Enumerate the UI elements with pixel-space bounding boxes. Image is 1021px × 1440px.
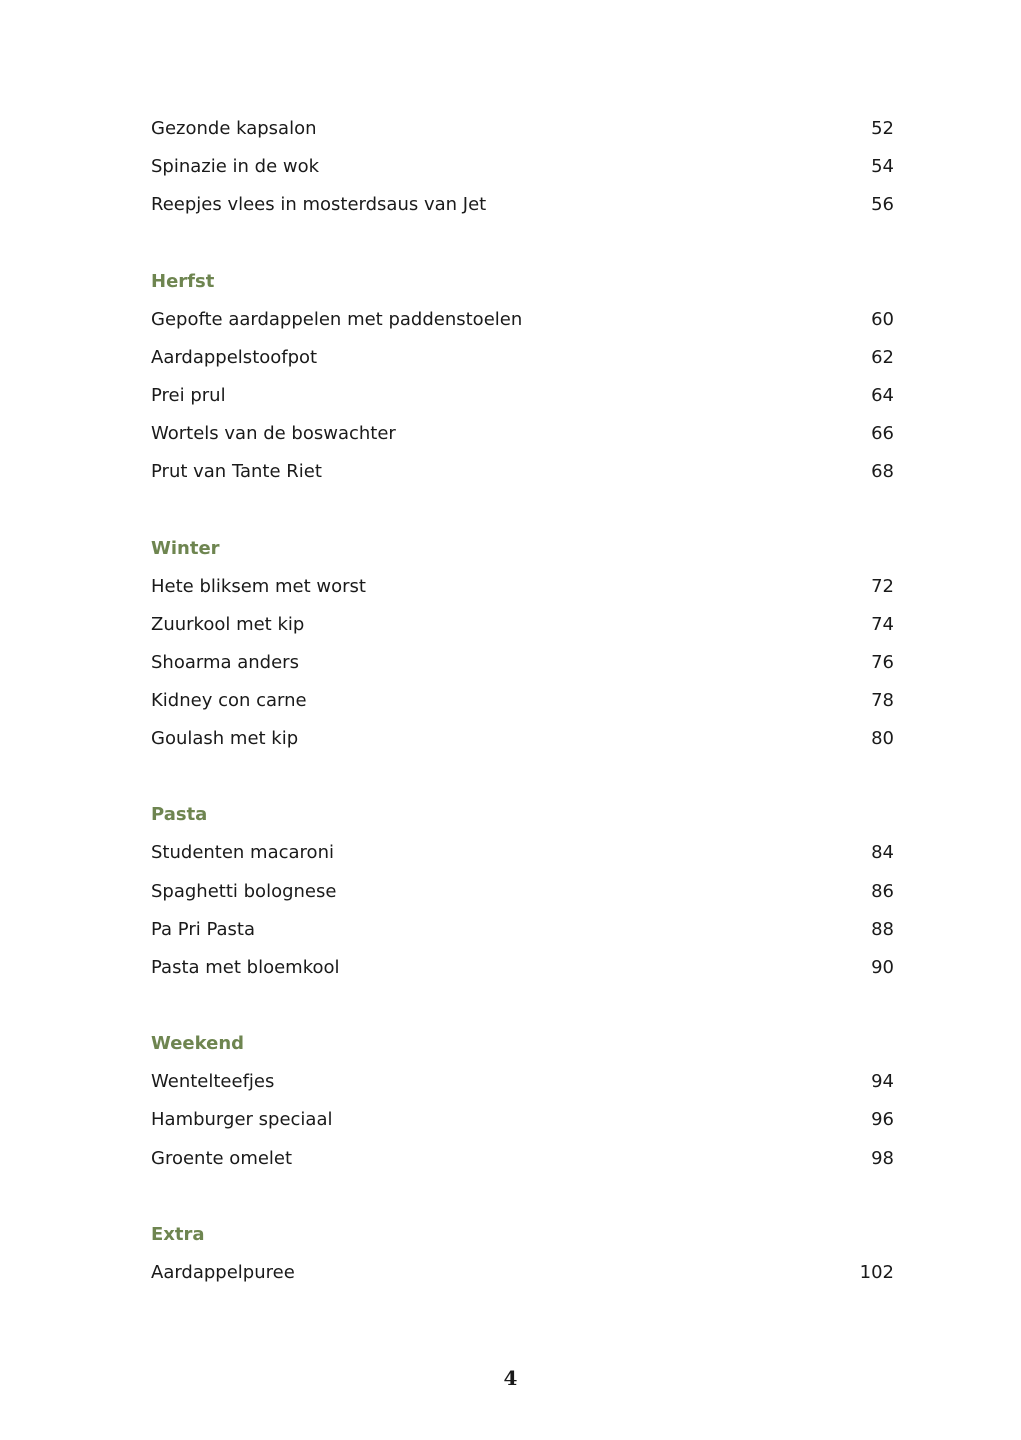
entry-title: Hamburger speciaal	[151, 1109, 333, 1131]
entry-title: Hete bliksem met worst	[151, 575, 366, 597]
entry-page-number: 60	[871, 308, 894, 330]
toc-entry	[151, 644, 894, 682]
toc-section	[151, 796, 894, 987]
entry-title: Reepjes vlees in mosterdsaus van Jet	[151, 194, 487, 216]
entry-title: Spaghetti bolognese	[151, 880, 337, 902]
entry-title: Groente omelet	[151, 1147, 293, 1169]
toc-entry	[151, 568, 894, 606]
toc-entry	[151, 1140, 894, 1178]
page-number: 4	[503, 1366, 518, 1390]
toc-entry	[151, 682, 894, 720]
toc-entry	[151, 720, 894, 758]
toc-entry	[151, 110, 894, 148]
entry-page-number: 54	[871, 156, 894, 178]
toc-section	[151, 110, 894, 225]
entry-title: Aardappelstoofpot	[151, 346, 318, 368]
entry-title: Kidney con carne	[151, 690, 307, 712]
entry-title: Prei prul	[151, 384, 226, 406]
entry-page-number: 72	[871, 575, 894, 597]
section-heading: Pasta	[151, 804, 208, 826]
entry-page-number: 94	[871, 1071, 894, 1093]
entry-page-number: 96	[871, 1109, 894, 1131]
entry-title: Zuurkool met kip	[151, 613, 305, 635]
toc-section	[151, 1025, 894, 1178]
entry-page-number: 90	[871, 957, 894, 978]
toc-entry	[151, 1254, 894, 1292]
entry-title: Wentelteefjes	[151, 1071, 275, 1093]
section-heading: Extra	[151, 1223, 205, 1245]
entry-page-number: 86	[871, 880, 894, 902]
toc-section	[151, 263, 894, 492]
entry-page-number: 68	[871, 461, 894, 483]
entry-title: Aardappelpuree	[151, 1261, 295, 1283]
entry-title: Gepofte aardappelen met paddenstoelen	[151, 308, 523, 330]
toc-entry	[151, 148, 894, 186]
entry-page-number: 66	[871, 423, 894, 445]
entry-page-number: 76	[871, 651, 894, 673]
toc-entry	[151, 301, 894, 339]
entry-title: Shoarma anders	[151, 651, 299, 673]
entry-page-number: 62	[871, 346, 894, 368]
toc-entry	[151, 606, 894, 644]
entry-title: Pasta met bloemkool	[151, 957, 340, 978]
entry-title: Spinazie in de wok	[151, 156, 320, 178]
entry-page-number: 80	[871, 728, 894, 750]
toc-entry	[151, 1101, 894, 1139]
table-of-contents	[151, 110, 894, 1292]
entry-title: Wortels van de boswachter	[151, 423, 396, 445]
toc-entry	[151, 453, 894, 491]
toc-entry	[151, 339, 894, 377]
entry-title: Gezonde kapsalon	[151, 118, 317, 139]
toc-entry	[151, 415, 894, 453]
toc-entry	[151, 949, 894, 987]
entry-title: Pa Pri Pasta	[151, 918, 256, 940]
entry-page-number: 74	[871, 613, 894, 635]
toc-entry	[151, 377, 894, 415]
entry-page-number: 52	[871, 118, 894, 139]
entry-title: Prut van Tante Riet	[151, 461, 322, 483]
toc-entry	[151, 911, 894, 949]
entry-page-number: 56	[871, 194, 894, 216]
entry-page-number: 102	[859, 1261, 894, 1283]
section-heading: Winter	[151, 537, 220, 559]
toc-entry	[151, 186, 894, 224]
toc-entry	[151, 873, 894, 911]
entry-title: Goulash met kip	[151, 728, 299, 750]
toc-entry	[151, 1063, 894, 1101]
entry-page-number: 64	[871, 384, 894, 406]
entry-page-number: 84	[871, 842, 894, 864]
entry-page-number: 78	[871, 690, 894, 712]
toc-entry	[151, 834, 894, 872]
entry-page-number: 98	[871, 1147, 894, 1169]
section-heading: Herfst	[151, 270, 215, 292]
toc-section	[151, 1216, 894, 1292]
toc-section	[151, 530, 894, 759]
section-heading: Weekend	[151, 1033, 245, 1055]
entry-title: Studenten macaroni	[151, 842, 334, 864]
entry-page-number: 88	[871, 918, 894, 940]
